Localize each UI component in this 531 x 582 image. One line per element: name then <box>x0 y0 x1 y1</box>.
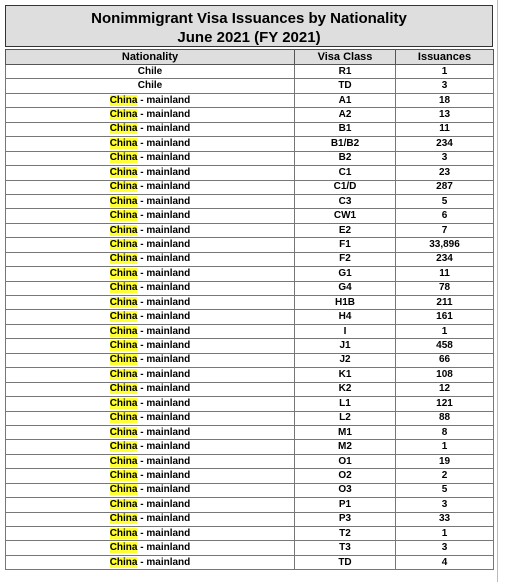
country-suffix: - mainland <box>137 354 191 366</box>
table-row <box>6 65 494 79</box>
cell-visa-class: K2 <box>295 382 396 396</box>
cell-visa-class: K1 <box>295 368 396 382</box>
cell-nationality <box>6 137 295 151</box>
cell-nationality <box>6 267 295 281</box>
country-name: China <box>109 123 138 135</box>
cell-issuances: 234 <box>396 137 494 151</box>
table-row <box>6 368 494 382</box>
country-name: China <box>109 556 138 568</box>
table-row <box>6 180 494 194</box>
cell-issuances: 33,896 <box>396 238 494 252</box>
table-row <box>6 541 494 555</box>
table-row <box>6 296 494 310</box>
country-suffix: - mainland <box>137 137 191 149</box>
country-name: China <box>109 181 138 193</box>
cell-visa-class: G1 <box>295 267 396 281</box>
cell-nationality <box>6 368 295 382</box>
cell-issuances: 6 <box>396 209 494 223</box>
title-line-2: June 2021 (FY 2021) <box>177 29 321 46</box>
cell-visa-class: E2 <box>295 223 396 237</box>
country-suffix: - mainland <box>137 109 191 121</box>
cell-issuances: 5 <box>396 194 494 208</box>
cell-issuances: 211 <box>396 296 494 310</box>
country-name: China <box>109 166 138 178</box>
country-suffix: - mainland <box>137 94 191 106</box>
cell-nationality <box>6 252 295 266</box>
cell-nationality <box>6 296 295 310</box>
cell-issuances: 161 <box>396 310 494 324</box>
cell-nationality <box>6 498 295 512</box>
cell-issuances: 18 <box>396 93 494 107</box>
cell-visa-class: M1 <box>295 425 396 439</box>
country-name: Chile <box>137 65 163 77</box>
cell-issuances: 33 <box>396 512 494 526</box>
cell-nationality <box>6 382 295 396</box>
country-suffix: - mainland <box>137 368 191 380</box>
country-name: China <box>109 152 138 164</box>
cell-nationality <box>6 353 295 367</box>
cell-nationality <box>6 454 295 468</box>
table-row <box>6 166 494 180</box>
cell-nationality <box>6 223 295 237</box>
country-suffix: - mainland <box>137 397 191 409</box>
cell-visa-class: I <box>295 324 396 338</box>
cell-nationality <box>6 512 295 526</box>
cell-issuances: 8 <box>396 425 494 439</box>
table-row <box>6 122 494 136</box>
country-name: China <box>109 397 138 409</box>
cell-nationality <box>6 281 295 295</box>
country-name: China <box>109 542 138 554</box>
cell-nationality <box>6 469 295 483</box>
table-row <box>6 353 494 367</box>
cell-issuances: 12 <box>396 382 494 396</box>
country-name: China <box>109 253 138 265</box>
title-line-1: Nonimmigrant Visa Issuances by Nationality <box>91 10 407 27</box>
country-suffix: - mainland <box>137 340 191 352</box>
table-row <box>6 194 494 208</box>
cell-nationality <box>6 93 295 107</box>
country-name: China <box>109 368 138 380</box>
table-row <box>6 238 494 252</box>
table-row <box>6 79 494 93</box>
table-row <box>6 555 494 569</box>
country-name: China <box>109 412 138 424</box>
cell-visa-class: B1/B2 <box>295 137 396 151</box>
country-name: China <box>109 484 138 496</box>
country-suffix: - mainland <box>137 253 191 265</box>
country-name: China <box>109 282 138 294</box>
country-name: China <box>109 354 138 366</box>
title-box <box>5 5 493 47</box>
header-visa-class: Visa Class <box>295 50 396 65</box>
country-name: China <box>109 296 138 308</box>
table-row <box>6 151 494 165</box>
country-name: China <box>109 498 138 510</box>
country-name: China <box>109 311 138 323</box>
table-row <box>6 454 494 468</box>
cell-nationality <box>6 209 295 223</box>
table-row <box>6 339 494 353</box>
country-suffix: - mainland <box>137 469 191 481</box>
cell-issuances: 11 <box>396 122 494 136</box>
country-name: China <box>109 469 138 481</box>
country-suffix: - mainland <box>137 152 191 164</box>
cell-visa-class: A1 <box>295 93 396 107</box>
country-name: China <box>109 94 138 106</box>
country-name: China <box>109 441 138 453</box>
table-row <box>6 310 494 324</box>
cell-visa-class: B1 <box>295 122 396 136</box>
cell-nationality <box>6 555 295 569</box>
cell-visa-class: H4 <box>295 310 396 324</box>
country-suffix: - mainland <box>137 426 191 438</box>
cell-issuances: 78 <box>396 281 494 295</box>
cell-visa-class: C1/D <box>295 180 396 194</box>
cell-visa-class: T2 <box>295 527 396 541</box>
cell-nationality <box>6 541 295 555</box>
cell-visa-class: M2 <box>295 440 396 454</box>
cell-issuances: 4 <box>396 555 494 569</box>
country-suffix: - mainland <box>137 123 191 135</box>
cell-nationality <box>6 397 295 411</box>
country-name: China <box>109 238 138 250</box>
country-name: China <box>109 137 138 149</box>
cell-issuances: 66 <box>396 353 494 367</box>
visa-table <box>5 49 494 570</box>
cell-visa-class: J2 <box>295 353 396 367</box>
country-name: China <box>109 109 138 121</box>
document <box>5 5 493 570</box>
country-name: China <box>109 210 138 222</box>
country-suffix: - mainland <box>137 498 191 510</box>
table-row <box>6 425 494 439</box>
cell-visa-class: H1B <box>295 296 396 310</box>
page-edge-line <box>497 0 498 582</box>
country-suffix: - mainland <box>137 383 191 395</box>
cell-visa-class: L1 <box>295 397 396 411</box>
cell-nationality <box>6 527 295 541</box>
cell-visa-class: P1 <box>295 498 396 512</box>
cell-nationality <box>6 440 295 454</box>
cell-visa-class: F1 <box>295 238 396 252</box>
cell-nationality <box>6 411 295 425</box>
country-suffix: - mainland <box>137 542 191 554</box>
country-suffix: - mainland <box>137 282 191 294</box>
cell-visa-class: B2 <box>295 151 396 165</box>
cell-issuances: 287 <box>396 180 494 194</box>
country-suffix: - mainland <box>137 311 191 323</box>
cell-visa-class: TD <box>295 79 396 93</box>
country-suffix: - mainland <box>137 210 191 222</box>
cell-visa-class: P3 <box>295 512 396 526</box>
cell-issuances: 5 <box>396 483 494 497</box>
cell-nationality <box>6 79 295 93</box>
table-row <box>6 267 494 281</box>
cell-nationality <box>6 339 295 353</box>
country-suffix: - mainland <box>137 513 191 525</box>
country-suffix: - mainland <box>137 527 191 539</box>
table-row <box>6 252 494 266</box>
country-name: China <box>109 383 138 395</box>
table-row <box>6 469 494 483</box>
cell-visa-class: J1 <box>295 339 396 353</box>
cell-visa-class: L2 <box>295 411 396 425</box>
cell-issuances: 1 <box>396 65 494 79</box>
table-row <box>6 527 494 541</box>
cell-visa-class: O2 <box>295 469 396 483</box>
cell-visa-class: CW1 <box>295 209 396 223</box>
cell-issuances: 3 <box>396 498 494 512</box>
cell-visa-class: R1 <box>295 65 396 79</box>
country-suffix: - mainland <box>137 224 191 236</box>
cell-issuances: 1 <box>396 440 494 454</box>
cell-nationality <box>6 238 295 252</box>
cell-issuances: 108 <box>396 368 494 382</box>
country-suffix: - mainland <box>137 166 191 178</box>
cell-issuances: 19 <box>396 454 494 468</box>
table-row <box>6 281 494 295</box>
table-row <box>6 440 494 454</box>
country-name: China <box>109 340 138 352</box>
cell-nationality <box>6 483 295 497</box>
cell-visa-class: T3 <box>295 541 396 555</box>
table-row <box>6 108 494 122</box>
table-row <box>6 483 494 497</box>
table-row <box>6 397 494 411</box>
cell-visa-class: C1 <box>295 166 396 180</box>
cell-visa-class: G4 <box>295 281 396 295</box>
cell-issuances: 3 <box>396 541 494 555</box>
table-row <box>6 137 494 151</box>
cell-visa-class: TD <box>295 555 396 569</box>
cell-issuances: 11 <box>396 267 494 281</box>
table-header-row <box>6 50 494 65</box>
header-nationality: Nationality <box>6 50 295 65</box>
table-row <box>6 223 494 237</box>
country-suffix: - mainland <box>137 267 191 279</box>
country-name: China <box>109 527 138 539</box>
country-name: China <box>109 195 138 207</box>
country-suffix: - mainland <box>137 181 191 193</box>
cell-issuances: 3 <box>396 151 494 165</box>
table-row <box>6 209 494 223</box>
table-row <box>6 411 494 425</box>
cell-issuances: 13 <box>396 108 494 122</box>
table-row <box>6 93 494 107</box>
country-name: China <box>109 513 138 525</box>
cell-issuances: 7 <box>396 223 494 237</box>
cell-visa-class: O3 <box>295 483 396 497</box>
cell-nationality <box>6 425 295 439</box>
country-name: China <box>109 267 138 279</box>
header-issuances: Issuances <box>396 50 494 65</box>
country-name: Chile <box>137 80 163 92</box>
cell-nationality <box>6 65 295 79</box>
cell-issuances: 3 <box>396 79 494 93</box>
cell-issuances: 121 <box>396 397 494 411</box>
country-suffix: - mainland <box>137 441 191 453</box>
cell-nationality <box>6 180 295 194</box>
cell-visa-class: O1 <box>295 454 396 468</box>
cell-nationality <box>6 166 295 180</box>
country-suffix: - mainland <box>137 325 191 337</box>
cell-issuances: 1 <box>396 324 494 338</box>
cell-nationality <box>6 122 295 136</box>
cell-nationality <box>6 108 295 122</box>
table-body <box>6 65 494 570</box>
cell-issuances: 88 <box>396 411 494 425</box>
country-name: China <box>109 455 138 467</box>
cell-issuances: 458 <box>396 339 494 353</box>
country-name: China <box>109 426 138 438</box>
table-row <box>6 498 494 512</box>
cell-nationality <box>6 324 295 338</box>
cell-visa-class: F2 <box>295 252 396 266</box>
cell-issuances: 23 <box>396 166 494 180</box>
country-suffix: - mainland <box>137 455 191 467</box>
country-suffix: - mainland <box>137 238 191 250</box>
country-suffix: - mainland <box>137 484 191 496</box>
country-name: China <box>109 325 138 337</box>
cell-issuances: 2 <box>396 469 494 483</box>
cell-issuances: 1 <box>396 527 494 541</box>
cell-visa-class: A2 <box>295 108 396 122</box>
country-suffix: - mainland <box>137 556 191 568</box>
country-suffix: - mainland <box>137 412 191 424</box>
country-suffix: - mainland <box>137 195 191 207</box>
table-row <box>6 324 494 338</box>
table-row <box>6 382 494 396</box>
table-row <box>6 512 494 526</box>
country-name: China <box>109 224 138 236</box>
cell-visa-class: C3 <box>295 194 396 208</box>
cell-nationality <box>6 310 295 324</box>
cell-nationality <box>6 194 295 208</box>
cell-issuances: 234 <box>396 252 494 266</box>
country-suffix: - mainland <box>137 296 191 308</box>
cell-nationality <box>6 151 295 165</box>
